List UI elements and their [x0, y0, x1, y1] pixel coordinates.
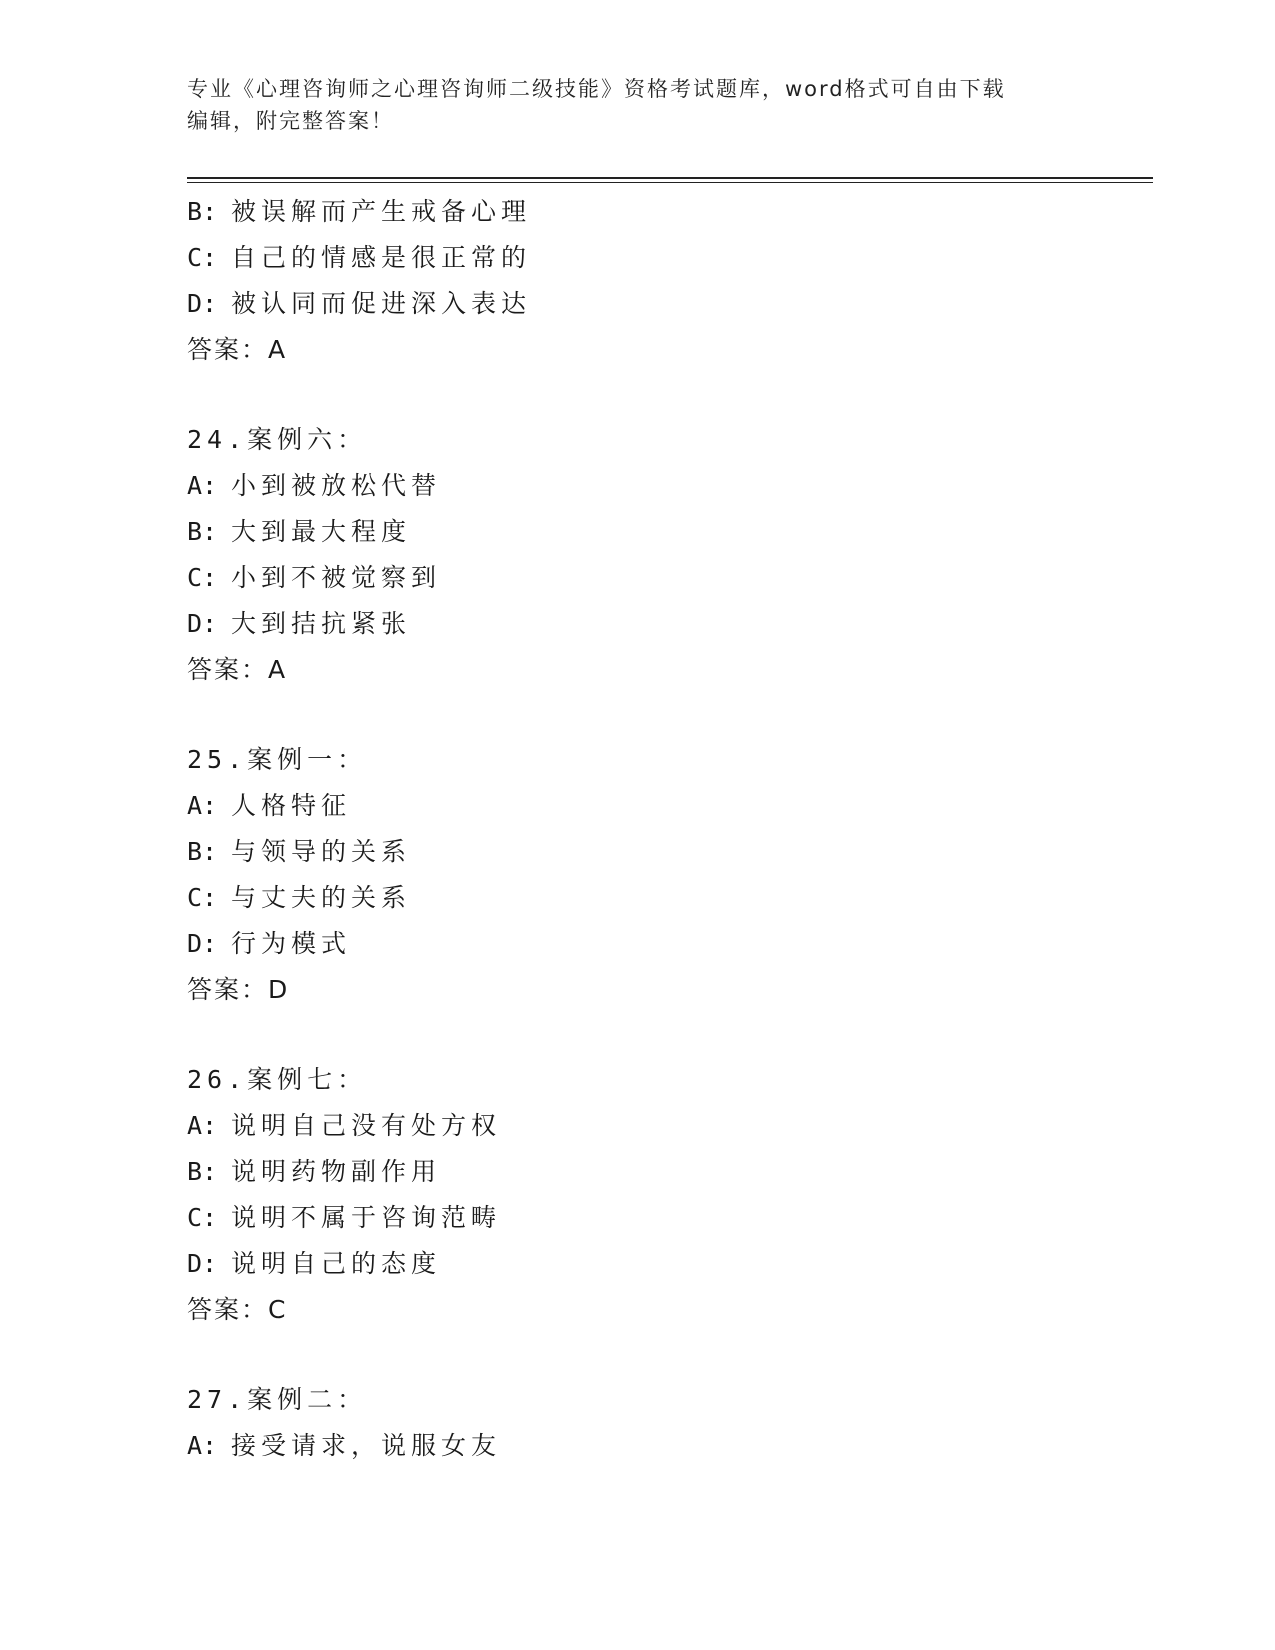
answer-line: 答案：A	[187, 655, 288, 684]
question-block	[187, 1377, 1147, 1469]
option-label: B:	[187, 1157, 218, 1186]
option-row	[187, 1423, 1147, 1469]
spacer	[187, 1333, 1147, 1377]
option-text: 接受请求，说服女友	[231, 1431, 502, 1460]
question-block	[187, 737, 1147, 1013]
option-text: 小到不被觉察到	[231, 563, 442, 592]
option-text: 与领导的关系	[231, 837, 412, 866]
option-row	[187, 1149, 1147, 1195]
option-text: 说明药物副作用	[231, 1157, 442, 1186]
spacer	[187, 373, 1147, 417]
option-text: 大到拮抗紧张	[231, 609, 412, 638]
option-text: 小到被放松代替	[231, 471, 442, 500]
option-row	[187, 555, 1147, 601]
question-title: 24.案例六：	[187, 425, 368, 454]
option-text: 被误解而产生戒备心理	[231, 197, 532, 226]
question-list	[187, 189, 1147, 1469]
option-row	[187, 281, 1147, 327]
option-text: 与丈夫的关系	[231, 883, 412, 912]
option-row	[187, 829, 1147, 875]
option-label: C:	[187, 243, 218, 272]
question-title: 26.案例七：	[187, 1065, 368, 1094]
header-divider-thin	[187, 182, 1153, 183]
option-text: 说明不属于咨询范畴	[231, 1203, 502, 1232]
answer-line: 答案：C	[187, 1295, 288, 1324]
option-row	[187, 509, 1147, 555]
option-row	[187, 235, 1147, 281]
option-label: C:	[187, 1203, 218, 1232]
option-label: D:	[187, 1249, 218, 1278]
option-text: 被认同而促进深入表达	[231, 289, 532, 318]
option-text: 行为模式	[231, 929, 352, 958]
spacer	[187, 1013, 1147, 1057]
document-header	[187, 73, 1087, 137]
answer-line: 答案：D	[187, 975, 290, 1004]
option-text: 人格特征	[231, 791, 352, 820]
option-label: A:	[187, 1431, 218, 1460]
option-label: B:	[187, 197, 218, 226]
option-label: D:	[187, 609, 218, 638]
option-label: C:	[187, 563, 218, 592]
option-row	[187, 783, 1147, 829]
option-label: A:	[187, 471, 218, 500]
option-row	[187, 601, 1147, 647]
option-text: 自己的情感是很正常的	[231, 243, 532, 272]
option-label: B:	[187, 517, 218, 546]
question-block	[187, 1057, 1147, 1333]
option-row	[187, 1195, 1147, 1241]
option-text: 说明自己的态度	[231, 1249, 442, 1278]
option-row	[187, 189, 1147, 235]
option-label: A:	[187, 791, 218, 820]
option-label: D:	[187, 929, 218, 958]
question-continued	[187, 189, 1147, 373]
option-label: B:	[187, 837, 218, 866]
question-block	[187, 417, 1147, 693]
option-row	[187, 921, 1147, 967]
option-label: C:	[187, 883, 218, 912]
option-text: 说明自己没有处方权	[231, 1111, 502, 1140]
question-title: 27.案例二：	[187, 1385, 368, 1414]
option-row	[187, 1103, 1147, 1149]
option-row	[187, 1241, 1147, 1287]
option-row	[187, 463, 1147, 509]
option-label: A:	[187, 1111, 218, 1140]
option-label: D:	[187, 289, 218, 318]
option-row	[187, 875, 1147, 921]
spacer	[187, 693, 1147, 737]
answer-line: 答案：A	[187, 335, 288, 364]
header-divider-thick	[187, 177, 1153, 179]
header-line-2: 编辑，附完整答案！	[187, 109, 394, 133]
header-line-1: 专业《心理咨询师之心理咨询师二级技能》资格考试题库，word格式可自由下载	[187, 77, 1006, 101]
option-text: 大到最大程度	[231, 517, 412, 546]
question-title: 25.案例一：	[187, 745, 368, 774]
